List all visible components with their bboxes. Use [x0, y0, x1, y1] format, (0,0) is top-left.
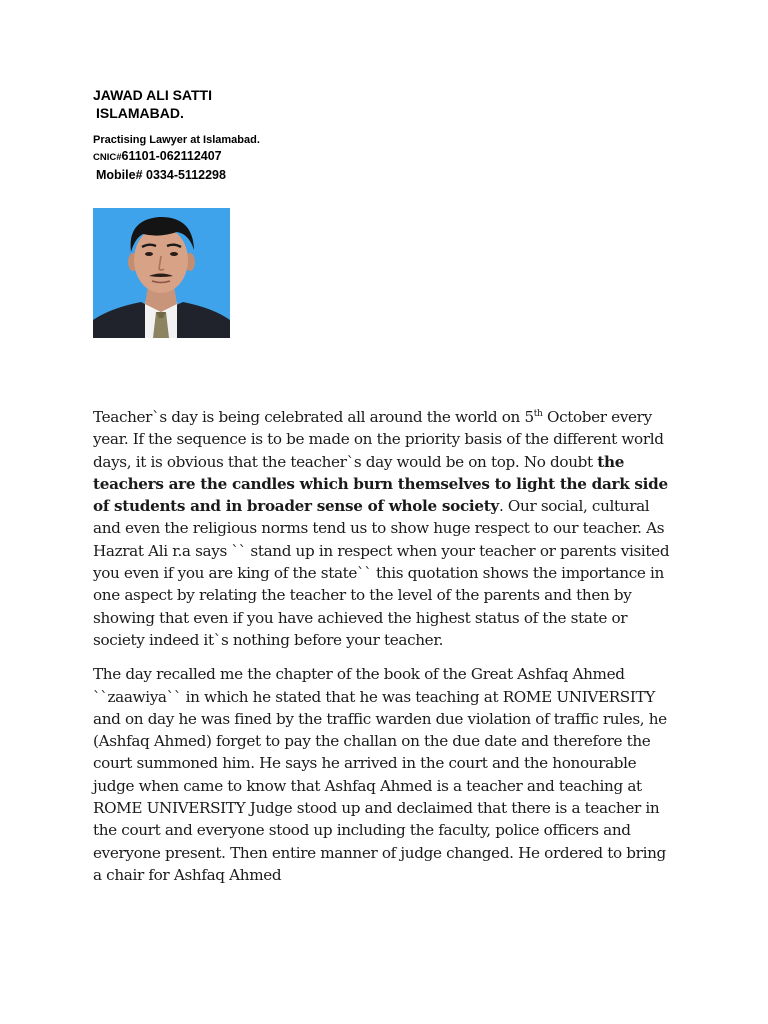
author-city: ISLAMABAD. [96, 105, 184, 121]
author-photo [93, 208, 230, 338]
paragraph-1 [93, 406, 675, 651]
cnic-number: 61101-062112407 [121, 149, 222, 163]
article-body [93, 406, 675, 898]
cnic-prefix: CNIC# [93, 152, 122, 163]
author-header [93, 86, 260, 184]
paragraph-1-part-2: October every year. If the sequence is to be made on the priority basis of the different world days, it is obvious that the teacher`s day would be on top. No doubt [93, 408, 664, 471]
author-role: Practising Lawyer at Islamabad. [93, 134, 260, 146]
author-name: JAWAD ALI SATTI [93, 87, 212, 103]
ordinal-suffix: th [533, 409, 543, 419]
author-cnic [93, 148, 260, 166]
paragraph-1-part-3: . Our social, cultural and even the religious norms tend us to show huge respect to our teacher. As Hazrat Ali r.a says `` stand up in respect when your teacher or parents visited you even if you are king of the state`` this quotation shows the importance in one aspect by relating the teacher to the level of the parents and then by showing that even if you have achieved the highest status of the state or society indeed it`s nothing before your teacher. [93, 497, 670, 649]
paragraph-2: The day recalled me the chapter of the book of the Great Ashfaq Ahmed ``zaawiya`` in which he stated that he was teaching at ROME UNIVERSITY and on day he was fined by the traffic warden due violation of traffic rules, he (Ashfaq Ahmed) forget to pay the challan on the due date and therefore the court summoned him. He says he arrived in the court and the honourable judge when came to know that Ashfaq Ahmed is a teacher and teaching at ROME UNIVERSITY Judge stood up and declaimed that there is a teacher in the court and everyone stood up including the faculty, police officers and everyone present. Then entire manner of judge changed. He ordered to bring a chair for Ashfaq Ahmed [93, 665, 667, 884]
author-mobile: Mobile# 0334-5112298 [96, 168, 226, 182]
paragraph-1-bold-quote: the teachers are the candles which burn themselves to light the dark side of students and in broader sense of whole society [93, 452, 668, 516]
paragraph-1-part-1: Teacher`s day is being celebrated all around the world on 5 [93, 408, 534, 426]
